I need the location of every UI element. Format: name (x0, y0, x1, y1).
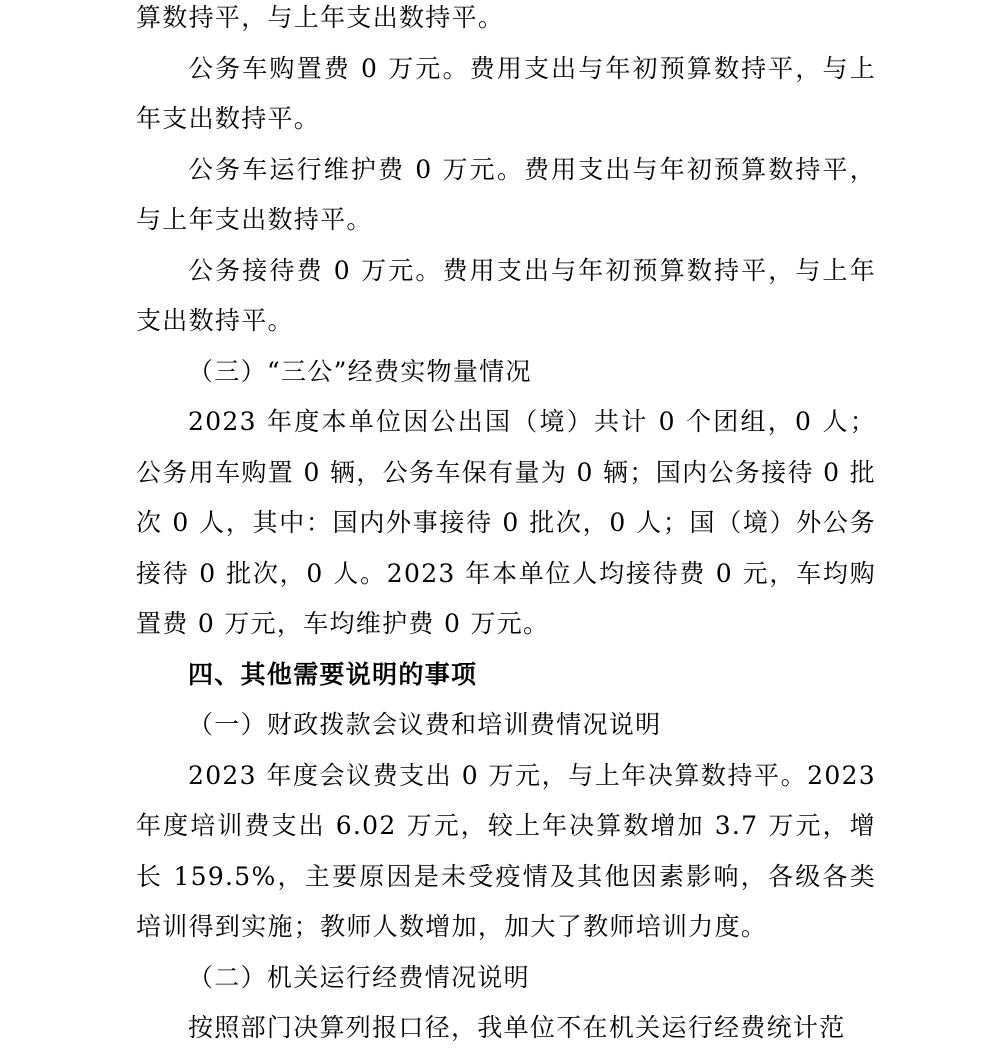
meeting-training-paragraph: 2023 年度会议费支出 0 万元，与上年决算数持平。2023 年度培训费支出 6.02 万元，较上年决算数增加 3.7 万元，增长 159.5%，主要原因是未受疫情及其他因素影响，各级各类培训得到实施；教师人数增加，加大了教师培训力度。 (136, 760, 876, 941)
reception-fee-paragraph: 公务接待费 0 万元。费用支出与年初预算数持平，与上年支出数持平。 (136, 255, 876, 335)
physical-quantity-paragraph: 2023 年度本单位因公出国（境）共计 0 个团组，0 人；公务用车购置 0 辆，公务车保有量为 0 辆；国内公务接待 0 批次 0 人，其中：国内外事接待 0 批次，0 人；国（境）外公务接待 0 批次，0 人。2023 年本单位人均接待费 0 元，车均购置费 0 万元，车均维护费 0 万元。 (136, 407, 876, 638)
section-heading-operating-expenses: （二）机关运行经费情况说明 (188, 962, 530, 992)
document-text-block (136, 0, 876, 1054)
continuation-paragraph: 算数持平，与上年支出数持平。 (136, 3, 505, 32)
section-heading-other-matters: 四、其他需要说明的事项 (188, 659, 478, 689)
operating-expenses-paragraph: 按照部门决算列报口径，我单位不在机关运行经费统计范 (188, 1013, 846, 1042)
section-heading-meeting-training: （一）财政拨款会议费和培训费情况说明 (188, 710, 662, 739)
vehicle-purchase-paragraph: 公务车购置费 0 万元。费用支出与年初预算数持平，与上年支出数持平。 (136, 53, 876, 133)
section-heading-physical-quantity: （三）“三公”经费实物量情况 (188, 356, 532, 386)
vehicle-maintenance-paragraph: 公务车运行维护费 0 万元。费用支出与年初预算数持平，与上年支出数持平。 (136, 154, 876, 234)
